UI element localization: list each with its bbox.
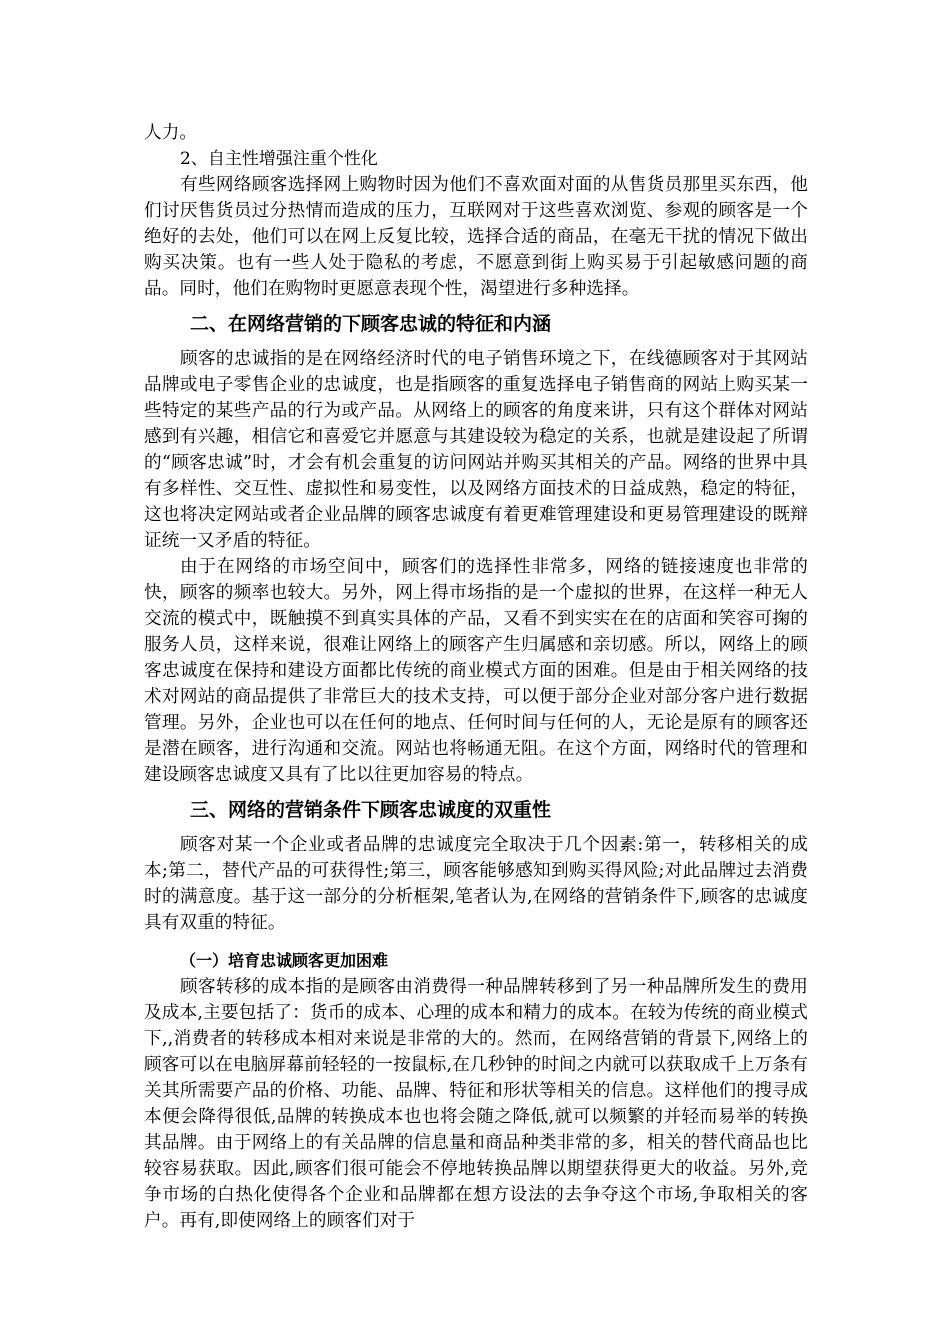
section-2-paragraph-2: 由于在网络的市场空间中，顾客们的选择性非常多，网络的链接速度也非常的快，顾客的频率也较大。另外，网上得市场指的是一个虚拟的世界，在这样一种无人交流的模式中，既触摸不到真实具体的产品，又看不到实实在在的店面和笑容可掬的服务人员，这样来说，很难让网络上的顾客产生归属感和亲切感。所以，网络上的顾客忠诚度在保持和建设方面都比传统的商业模式方面的困难。但是由于相关网络的技术对网站的商品提供了非常巨大的技术支持，可以便于部分企业对部分客户进行数据管理。另外，企业也可以在任何的地点、任何时间与任何的人，无论是原有的顾客还是潜在顾客，进行沟通和交流。网站也将畅通无阻。在这个方面，网络时代的管理和建设顾客忠诚度又具有了比以往更加容易的特点。	[144, 557, 808, 785]
subsection-1-paragraph: 顾客转移的成本指的是顾客由消费得一种品牌转移到了另一种品牌所发生的费用及成本,主要包括了：货币的成本、心理的成本和精力的成本。在较为传统的商业模式下,,消费者的转移成本相对来说是非常的大的。然而，在网络营销的背景下,网络上的顾客可以在电脑屏幕前轻轻的一按鼠标,在几秒钟的时间之内就可以获取成千上万条有关其所需要产品的价格、功能、品牌、特征和形状等相关的信息。这样他们的搜寻成本便会降得很低,品牌的转换成本也也将会随之降低,就可以频繁的并轻而易举的转换其品牌。由于网络上的有关品牌的信息量和商品种类非常的多，相关的替代商品也比较容易获取。因此,顾客们很可能会不停地转换品牌以期望获得更大的收益。另外,竞争市场的白热化使得各个企业和品牌都在想方设法的去争夺这个市场,争取相关的客户。再有,即使网络上的顾客们对于	[144, 977, 808, 1231]
document-page	[144, 120, 808, 1234]
section-2-heading: 二、在网络营销的下顾客忠诚的特征和内涵	[190, 313, 552, 335]
section-3-paragraph-1: 顾客对某一个企业或者品牌的忠诚度完全取决于几个因素:第一，转移相关的成本;第二，替代产品的可获得性;第三，顾客能够感知到购买得风险;对此品牌过去消费时的满意度。基于这一部分的分析框架,笔者认为,在网络的营销条件下,顾客的忠诚度具有双重的特征。	[144, 835, 808, 933]
section-2-paragraph-1: 顾客的忠诚指的是在网络经济时代的电子销售环境之下，在线德顾客对于其网站品牌或电子零售企业的忠诚度，也是指顾客的重复选择电子销售商的网站上购买某一些特定的某些产品的行为或产品。从网络上的顾客的角度来讲，只有这个群体对网站感到有兴趣，相信它和喜爱它并愿意与其建设较为稳定的关系，也就是建设起了所谓的“顾客忠诚”时，才会有机会重复的访问网站并购买其相关的产品。网络的世界中具有多样性、交互性、虚拟性和易变性，以及网络方面技术的日益成熟，稳定的特征，这也将决定网站或者企业品牌的顾客忠诚度有着更难管理建设和更易管理建设的既辩证统一又矛盾的特征。	[144, 349, 808, 551]
subheading-individuality: 2、自主性增强注重个性化	[180, 149, 378, 169]
subsection-1-heading: （一）培育忠诚顾客更加困难	[180, 951, 389, 970]
paragraph-individuality: 有些网络顾客选择网上购物时因为他们不喜欢面对面的从售货员那里买东西，他们讨厌售货员过分热情而造成的压力，互联网对于这些喜欢浏览、参观的顾客是一个绝好的去处，他们可以在网上反复比较，选择合适的商品，在毫无干扰的情况下做出购买决策。也有一些人处于隐私的考虑，不愿意到街上购买易于引起敏感问题的商品。同时，他们在购物时更愿意表现个性，渴望进行多种选择。	[144, 175, 808, 299]
lead-fragment: 人力。	[144, 123, 198, 143]
section-3-heading: 三、网络的营销条件下顾客忠诚度的双重性	[190, 799, 552, 821]
